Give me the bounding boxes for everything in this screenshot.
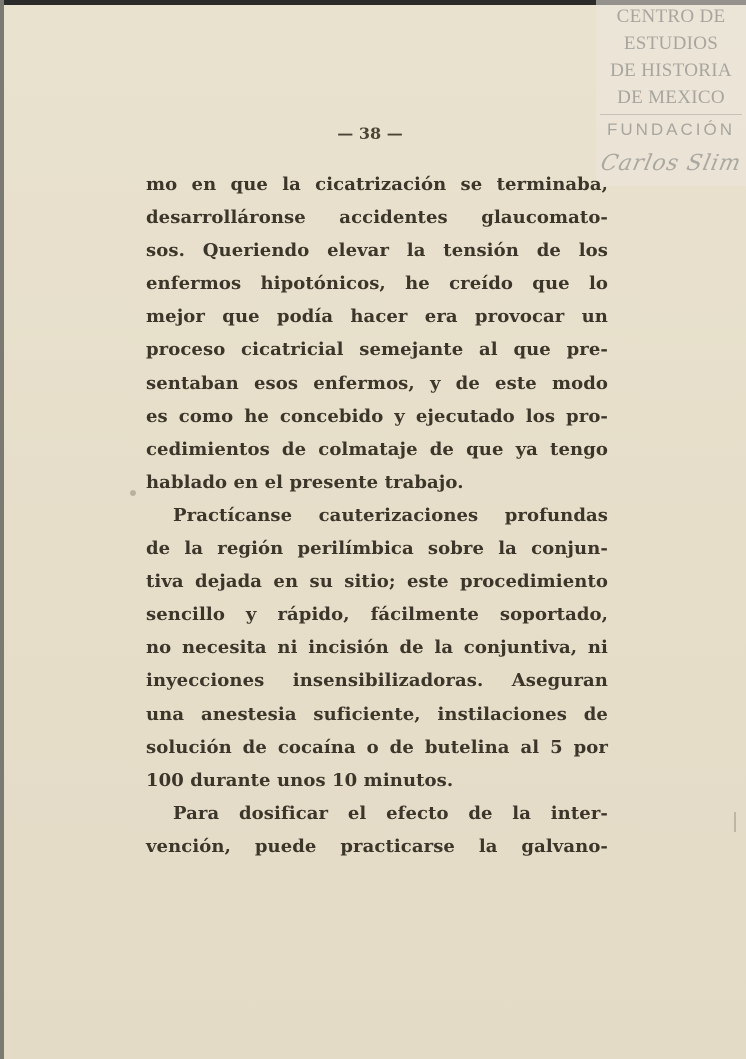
text-line: hablado en el presente trabajo.	[146, 471, 464, 493]
text-line: desarrolláronse accidentes glaucomato-	[146, 207, 608, 229]
watermark-divider	[600, 114, 742, 115]
watermark-line-1: CENTRO DE	[616, 6, 726, 27]
archive-watermark	[596, 0, 746, 186]
text-line: una anestesia suficiente, instilaciones de	[146, 703, 608, 725]
watermark-line-3: DE HISTORIA	[610, 60, 732, 81]
text-line: inyecciones insensibilizadoras. Aseguran	[146, 670, 608, 692]
watermark-line-2: ESTUDIOS	[623, 33, 719, 54]
watermark-signature: Carlos Slim	[598, 151, 744, 176]
paragraph-start-line: Para dosificar el efecto de la inter-	[173, 802, 608, 824]
text-line: no necesita ni incisión de la conjuntiva, ni	[146, 637, 608, 659]
text-line: vención, puede practicarse la galvano-	[146, 835, 608, 857]
watermark-line-4: DE MEXICO	[617, 87, 725, 108]
text-line: solución de cocaína o de butelina al 5 por	[146, 736, 608, 758]
text-line: proceso cicatricial semejante al que pre-	[146, 339, 608, 361]
margin-mark	[734, 812, 740, 832]
text-line: mo en que la cicatrización se terminaba,	[146, 174, 608, 195]
paper-speck	[130, 490, 136, 496]
text-line: sos. Queriendo elevar la tensión de los	[146, 240, 608, 262]
text-line: enfermos hipotónicos, he creído que lo	[146, 273, 608, 295]
text-line: es como he concebido y ejecutado los pro-	[146, 405, 608, 427]
body-text	[146, 168, 608, 863]
text-line: 100 durante unos 10 minutos.	[146, 769, 454, 791]
text-line: tiva dejada en su sitio; este procedimiento	[146, 571, 608, 593]
text-line: mejor que podía hacer era provocar un	[146, 306, 608, 328]
paragraph-start-line: Practícanse cauterizaciones profundas	[173, 504, 608, 526]
page-number: — 38 —	[337, 124, 403, 143]
text-line: sentaban esos enfermos, y de este modo	[146, 372, 608, 394]
text-line: sencillo y rápido, fácilmente soportado,	[146, 604, 608, 626]
watermark-foundation: FUNDACIÓN	[606, 120, 736, 139]
text-line: cedimientos de colmataje de que ya tengo	[146, 438, 608, 460]
text-line: de la región perilímbica sobre la conjun-	[146, 538, 608, 560]
